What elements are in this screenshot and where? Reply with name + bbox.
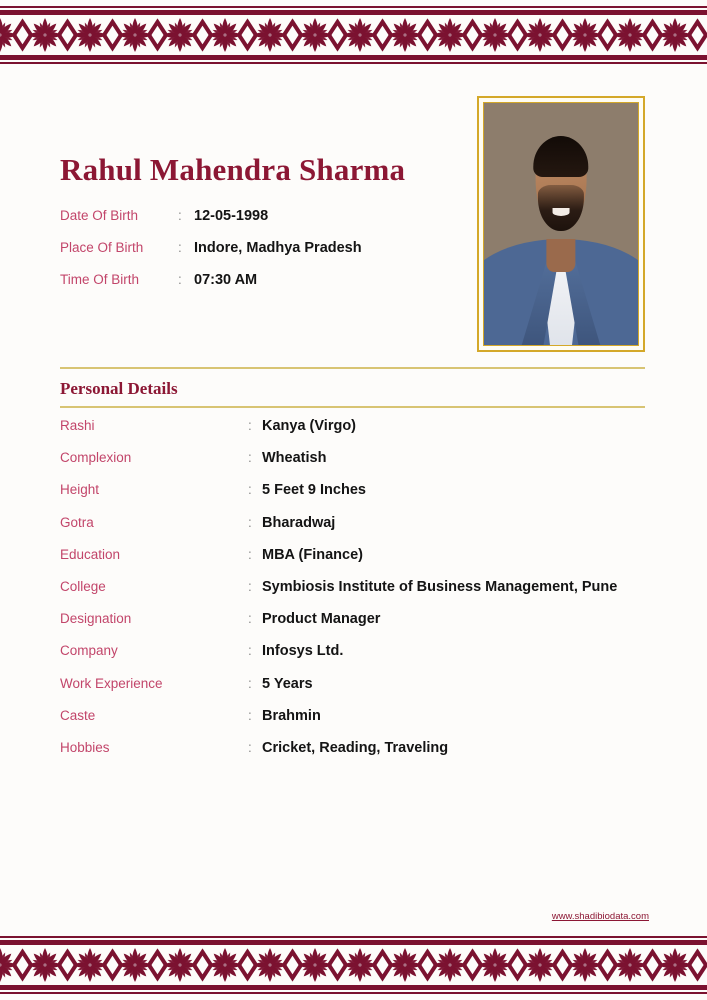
- top-decorative-border: [0, 6, 707, 64]
- field-value: Kanya (Virgo): [262, 418, 357, 434]
- field-separator: :: [248, 707, 252, 723]
- table-row: [60, 740, 660, 772]
- field-value: MBA (Finance): [262, 546, 363, 563]
- field-value: 5 Feet 9 Inches: [262, 482, 366, 499]
- field-label: Caste: [60, 707, 96, 723]
- border-line-thin-outer: [0, 992, 707, 994]
- birth-details-list: [60, 208, 440, 304]
- field-label: Work Experience: [60, 675, 163, 691]
- table-row: [60, 643, 660, 675]
- field-value: 07:30 AM: [194, 272, 258, 288]
- birth-detail-row: [60, 208, 440, 240]
- field-label: Gotra: [60, 514, 94, 530]
- table-row: [60, 708, 660, 740]
- table-row: [60, 579, 660, 611]
- field-label: Date Of Birth: [60, 208, 139, 223]
- field-separator: :: [248, 450, 252, 466]
- field-value: Indore, Madhya Pradesh: [194, 240, 362, 256]
- field-label: Rashi: [60, 418, 95, 433]
- site-watermark[interactable]: www.shadibiodata.com: [551, 911, 649, 922]
- field-separator: :: [248, 418, 252, 433]
- field-separator: :: [248, 675, 252, 691]
- section-rule-top: [60, 367, 645, 369]
- table-row: [60, 418, 660, 450]
- field-separator: :: [248, 578, 252, 594]
- field-value: Infosys Ltd.: [262, 643, 344, 660]
- neck-shape: [546, 239, 575, 273]
- field-value: Symbiosis Institute of Business Management, Pune: [262, 578, 618, 595]
- field-label: Designation: [60, 611, 132, 627]
- field-value: Cricket, Reading, Traveling: [262, 739, 449, 756]
- table-row: [60, 547, 660, 579]
- top-motif-strip: [0, 15, 707, 55]
- border-line-thin-inner: [0, 62, 707, 64]
- portrait-photo: [484, 103, 638, 345]
- field-label: Hobbies: [60, 739, 110, 755]
- field-label: Height: [60, 482, 100, 498]
- field-label: Education: [60, 546, 121, 562]
- field-separator: :: [178, 208, 182, 223]
- field-separator: :: [178, 240, 182, 255]
- table-row: [60, 611, 660, 643]
- field-value: Product Manager: [262, 611, 381, 628]
- table-row: [60, 482, 660, 514]
- field-value: Wheatish: [262, 450, 327, 467]
- field-label: Place Of Birth: [60, 240, 144, 255]
- field-value: 12-05-1998: [194, 208, 269, 224]
- field-value: 5 Years: [262, 675, 313, 692]
- field-label: Time Of Birth: [60, 272, 140, 287]
- section-rule-bottom: [60, 406, 645, 408]
- photo-inner-border: [483, 102, 639, 346]
- photo-frame: [477, 96, 645, 352]
- bottom-motif-strip: [0, 945, 707, 985]
- candidate-name: Rahul Mahendra Sharma: [60, 152, 406, 187]
- section-title: Personal Details: [60, 379, 178, 398]
- field-separator: :: [248, 611, 252, 627]
- table-row: [60, 450, 660, 482]
- field-separator: :: [248, 546, 252, 562]
- table-row: [60, 676, 660, 708]
- birth-detail-row: [60, 272, 440, 304]
- field-label: Company: [60, 643, 118, 659]
- hair-shape: [533, 136, 588, 177]
- personal-details-list: [60, 418, 660, 772]
- field-label: Complexion: [60, 450, 132, 466]
- field-separator: :: [248, 514, 252, 530]
- field-separator: :: [178, 272, 182, 287]
- birth-detail-row: [60, 240, 440, 272]
- field-separator: :: [248, 482, 252, 498]
- field-separator: :: [248, 739, 252, 755]
- field-separator: :: [248, 643, 252, 659]
- field-label: College: [60, 578, 106, 594]
- bottom-decorative-border: [0, 936, 707, 994]
- table-row: [60, 515, 660, 547]
- field-value: Bharadwaj: [262, 514, 336, 531]
- field-value: Brahmin: [262, 707, 321, 724]
